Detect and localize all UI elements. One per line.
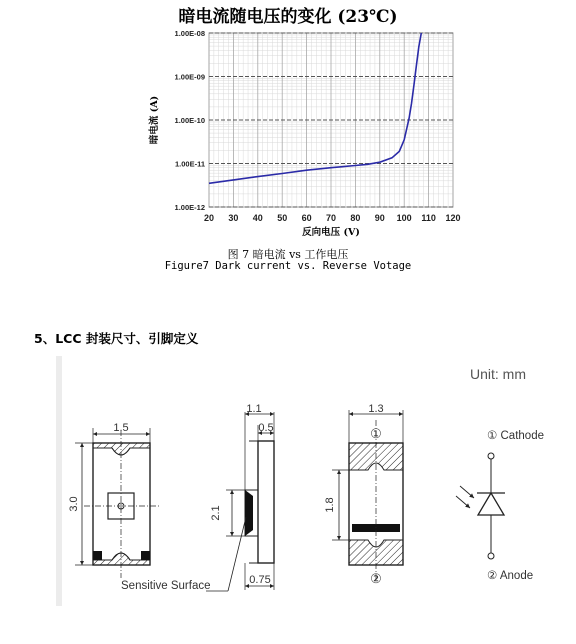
x-tick-label: 50: [277, 213, 288, 223]
x-tick-label: 110: [421, 213, 436, 223]
x-tick-label: 120: [445, 213, 461, 223]
dim-bottom-width: 1.3: [368, 403, 384, 415]
photodiode-symbol: [456, 453, 505, 559]
y-tick-label: 1.00E-08: [174, 29, 205, 38]
pin1-name: ① Cathode: [487, 430, 544, 442]
x-tick-label: 60: [301, 213, 312, 223]
y-tick-label: 1.00E-09: [174, 72, 205, 82]
pin2-marker: ②: [370, 571, 382, 586]
x-tick-label: 20: [203, 213, 215, 223]
pin1-marker: ①: [370, 426, 382, 441]
dim-top-height: 3.0: [68, 496, 80, 512]
top-view: [75, 428, 160, 578]
x-tick-label: 30: [228, 213, 239, 223]
y-tick-label: 1.00E-10: [174, 116, 205, 125]
y-axis-label: 暗电流 (A): [149, 95, 160, 145]
bottom-view: [332, 410, 403, 580]
y-tick-label: 1.00E-11: [174, 159, 205, 169]
y-tick-label: 1.00E-12: [174, 203, 205, 212]
figure-caption-cn: 图 7 暗电流 vs 工作电压: [227, 248, 349, 261]
x-tick-label: 100: [396, 213, 412, 223]
section-heading: 5、LCC 封装尺寸、引脚定义: [34, 331, 199, 346]
x-tick-label: 80: [350, 213, 361, 223]
dim-top-width: 1.5: [113, 422, 129, 434]
dim-side-bottom: 0.75: [249, 574, 271, 586]
unit-label: Unit: mm: [470, 366, 526, 382]
sensitive-surface-label: Sensitive Surface: [121, 580, 211, 592]
x-tick-label: 90: [374, 213, 385, 223]
dim-bottom-pitch: 1.8: [324, 497, 336, 513]
x-tick-label: 70: [325, 213, 337, 223]
figure-caption-en: Figure7 Dark current vs. Reverse Votage: [164, 260, 412, 272]
chart-title: 暗电流随电压的变化 (23℃): [178, 7, 398, 27]
side-view: [206, 412, 274, 591]
pin2-name: ② Anode: [487, 570, 534, 582]
x-axis-label: 反向电压 (V): [302, 227, 360, 238]
dim-side-width: 1.1: [246, 403, 262, 415]
dim-side-window: 0.5: [258, 422, 274, 434]
dim-side-height: 2.1: [210, 505, 222, 521]
x-tick-label: 40: [252, 213, 263, 223]
